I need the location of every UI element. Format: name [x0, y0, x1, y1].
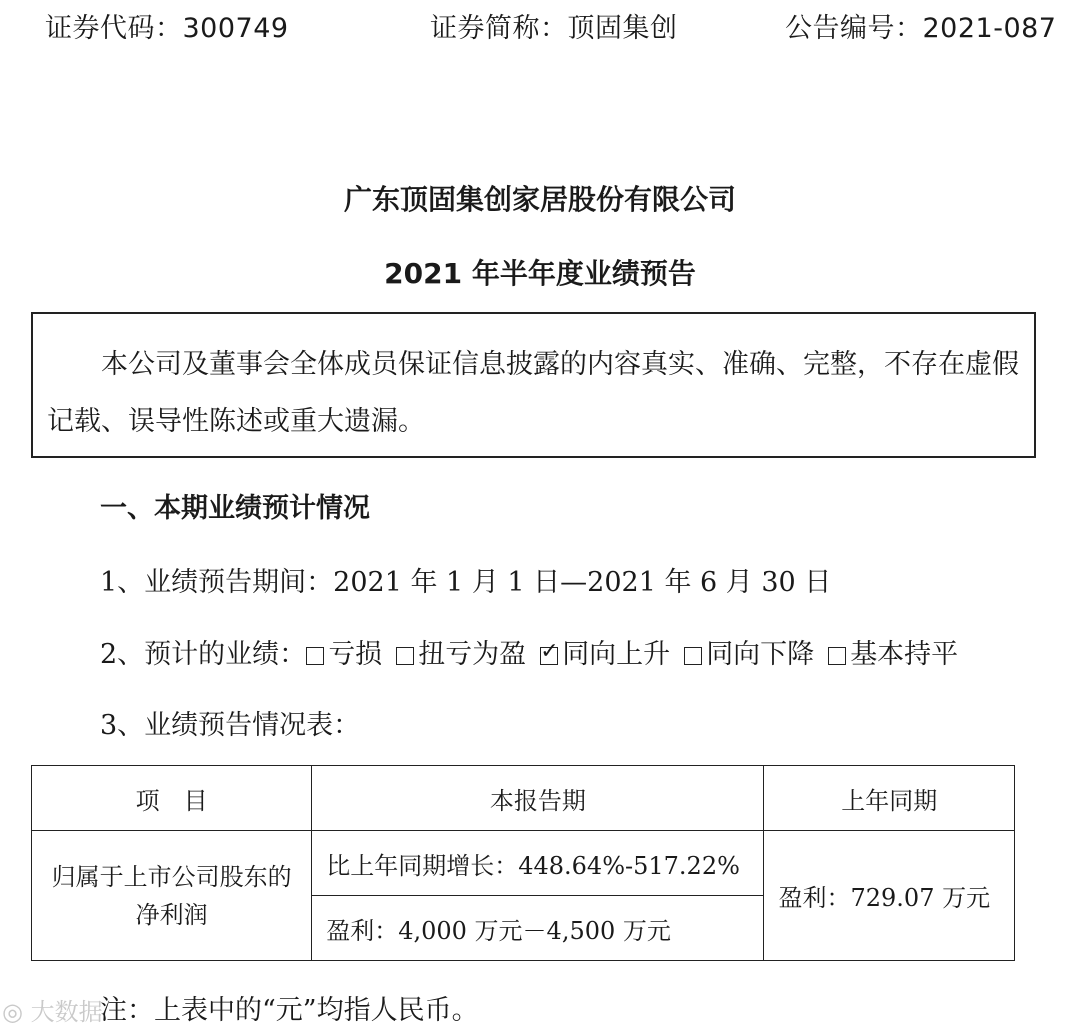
currency-note: 注：上表中的“元”均指人民币。 [100, 995, 479, 1026]
forecast-table-caption: 3、业绩预告情况表： [100, 710, 361, 741]
watermark-logo: ◎ 大数据 [2, 998, 103, 1026]
option-decrease: 同向下降 [684, 639, 814, 670]
checkbox-icon [396, 647, 414, 665]
forecast-period: 1、业绩预告期间：2021 年 1 月 1 日—2021 年 6 月 30 日 [100, 567, 832, 598]
table-row [32, 831, 1015, 896]
option-turnaround: 扭亏为盈 [396, 639, 526, 670]
disclaimer-text: 本公司及董事会全体成员保证信息披露的内容真实、准确、完整，不存在虚假记载、误导性陈述或重大遗漏。 [47, 349, 1019, 437]
notice-number: 公告编号：2021-087 [785, 13, 1057, 44]
current-profit-cell: 盈利：4,000 万元－4,500 万元 [312, 896, 764, 961]
company-name: 广东顶固集创家居股份有限公司 [343, 183, 736, 216]
option-increase: ✓ 同向上升 [540, 639, 670, 670]
row-label-net-profit: 归属于上市公司股东的 净利润 [32, 831, 312, 961]
security-code: 证券代码：300749 [45, 13, 289, 44]
header-item: 项 目 [32, 766, 312, 831]
option-loss: 亏损 [306, 639, 382, 670]
checked-checkbox-icon [540, 647, 558, 665]
disclaimer-box [31, 312, 1036, 458]
forecast-table [31, 765, 1015, 961]
option-flat: 基本持平 [828, 639, 958, 670]
growth-rate-cell: 比上年同期增长：448.64%-517.22% [312, 831, 764, 896]
checkbox-icon [828, 647, 846, 665]
prior-profit-cell: 盈利：729.07 万元 [764, 831, 1015, 961]
checkbox-icon [684, 647, 702, 665]
forecast-type-row [100, 632, 958, 671]
watermark-icon: ◎ [2, 998, 23, 1026]
checkbox-icon [306, 647, 324, 665]
security-short-name: 证券简称：顶固集创 [430, 13, 678, 44]
header-prior-period: 上年同期 [764, 766, 1015, 831]
section-heading: 一、本期业绩预计情况 [100, 493, 370, 524]
header-current-period: 本报告期 [312, 766, 764, 831]
forecast-type-label: 2、预计的业绩： [100, 639, 307, 670]
report-title: 2021 年半年度业绩预告 [384, 257, 696, 290]
table-header-row [32, 766, 1015, 831]
